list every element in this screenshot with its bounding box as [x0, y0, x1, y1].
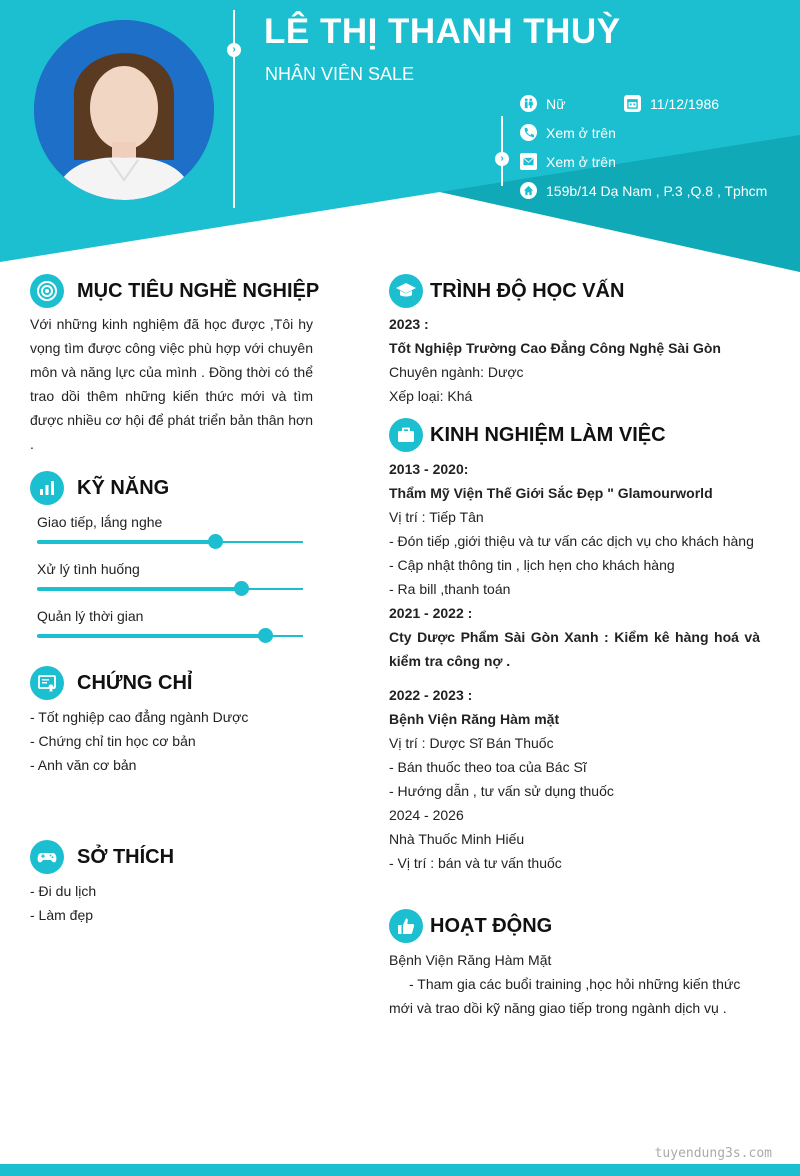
gender-icon	[520, 95, 537, 112]
chevron-right-icon: ›	[495, 152, 509, 166]
home-icon	[520, 182, 537, 199]
skill-fill	[37, 540, 215, 544]
hobbies-title: SỞ THÍCH	[77, 845, 175, 868]
chevron-right-icon: ›	[227, 43, 241, 57]
skill-slider-knob	[258, 628, 273, 643]
profile-photo	[34, 20, 214, 200]
target-icon	[30, 274, 64, 308]
experience-line: Nhà Thuốc Minh Hiếu	[389, 831, 525, 847]
skill-label: Giao tiếp, lắng nghe	[37, 514, 163, 530]
experience-line: - Cập nhật thông tin , lịch hẹn cho khách hàng	[389, 557, 675, 573]
education-rank: Xếp loại: Khá	[389, 388, 473, 404]
experience-line: 2021 - 2022 :	[389, 605, 473, 621]
education-title: TRÌNH ĐỘ HỌC VẤN	[430, 279, 625, 302]
gender-value: Nữ	[546, 95, 566, 112]
phone-value: Xem ở trên	[546, 124, 616, 141]
email-info	[520, 153, 616, 170]
briefcase-icon	[389, 418, 423, 452]
section-experience-title	[389, 418, 666, 452]
birthday-info	[624, 95, 719, 112]
experience-line: Vị trí : Tiếp Tân	[389, 509, 484, 525]
section-objective-title	[30, 274, 319, 308]
skill-fill	[37, 634, 266, 638]
birthday-value: 11/12/1986	[650, 95, 720, 112]
section-skills-title	[30, 471, 169, 505]
address-info	[520, 182, 767, 199]
phone-info	[520, 124, 616, 141]
skills-title: KỸ NĂNG	[77, 476, 170, 499]
email-icon	[520, 153, 537, 170]
objective-text: Với những kinh nghiệm đã học được ,Tôi hy vọng tìm được công việc phù hợp với chuyên môn và năng lực của mình . Đồng thời có thể trao dồi thêm những kiến thức mới và tìm được nhiều cơ hội để phát triển bản thân hơn .	[30, 316, 313, 452]
footer-bar	[0, 1164, 800, 1176]
gender-info	[520, 95, 565, 112]
section-education-title	[389, 274, 624, 308]
watermark: tuyendung3s.com	[654, 1146, 772, 1161]
experience-line: - Vị trí : bán và tư vấn thuốc	[389, 855, 562, 871]
info-divider-line	[501, 116, 503, 186]
experience-line: 2013 - 2020:	[389, 461, 469, 477]
experience-line: Thẩm Mỹ Viện Thế Giới Sắc Đẹp " Glamourworld	[389, 485, 713, 501]
gamepad-icon	[30, 840, 64, 874]
activity-org: Bệnh Viện Răng Hàm Mặt	[389, 952, 552, 968]
section-certificates-title	[30, 666, 192, 700]
experience-line: - Đón tiếp ,giới thiệu và tư vấn các dịch vụ cho khách hàng	[389, 533, 754, 549]
education-school: Tốt Nghiệp Trường Cao Đẳng Công Nghệ Sài Gòn	[389, 340, 721, 356]
experience-title: KINH NGHIỆM LÀM VIỆC	[430, 423, 666, 446]
experience-line: Bệnh Viện Răng Hàm mặt	[389, 711, 560, 727]
activity-text: - Tham gia các buổi training ,học hỏi những kiến thức mới và trao dồi kỹ năng giao tiếp trong ngành dịch vụ .	[389, 976, 741, 1016]
calendar-icon	[624, 95, 641, 112]
hobby-item: - Đi du lịch	[30, 883, 97, 899]
address-value: 159b/14 Dạ Nam , P.3 ,Q.8 , Tphcm	[546, 182, 768, 199]
certificate-item: - Tốt nghiệp cao đẳng ngành Dược	[30, 709, 249, 725]
activities-title: HOẠT ĐỘNG	[430, 914, 553, 937]
section-hobbies-title	[30, 840, 174, 874]
experience-line: - Ra bill ,thanh toán	[389, 581, 511, 597]
thumbs-up-icon	[389, 909, 423, 943]
experience-line: - Bán thuốc theo toa của Bác Sĩ	[389, 759, 587, 775]
education-major: Chuyên ngành: Dược	[389, 364, 524, 380]
phone-icon	[520, 124, 537, 141]
section-activities-title	[389, 909, 552, 943]
skill-label: Xử lý tình huống	[37, 561, 140, 577]
certificate-icon	[30, 666, 64, 700]
certificate-item: - Chứng chỉ tin học cơ bản	[30, 733, 196, 749]
skill-slider-knob	[208, 534, 223, 549]
email-value: Xem ở trên	[546, 153, 616, 170]
certificates-title: CHỨNG CHỈ	[77, 671, 193, 694]
bar-chart-icon	[30, 471, 64, 505]
graduation-cap-icon	[389, 274, 423, 308]
skill-slider-knob	[234, 581, 249, 596]
job-title: NHÂN VIÊN SALE	[265, 64, 415, 84]
experience-line: - Hướng dẫn , tư vấn sử dụng thuốc	[389, 783, 614, 799]
education-year: 2023 :	[389, 316, 429, 332]
experience-line: Vị trí : Dược Sĩ Bán Thuốc	[389, 735, 554, 751]
experience-line: 2024 - 2026	[389, 807, 464, 823]
experience-company: Cty Dược Phẩm Sài Gòn Xanh : Kiểm kê hàng hoá và kiểm tra công nợ .	[389, 629, 760, 669]
experience-line: 2022 - 2023 :	[389, 687, 473, 703]
hobby-item: - Làm đẹp	[30, 907, 94, 923]
certificate-item: - Anh văn cơ bản	[30, 757, 137, 773]
skill-label: Quản lý thời gian	[37, 608, 144, 624]
candidate-name: LÊ THỊ THANH THUỲ	[264, 12, 621, 51]
header-divider-line	[233, 10, 235, 208]
skill-fill	[37, 587, 242, 591]
objective-title: MỤC TIÊU NGHỀ NGHIỆP	[77, 279, 320, 302]
